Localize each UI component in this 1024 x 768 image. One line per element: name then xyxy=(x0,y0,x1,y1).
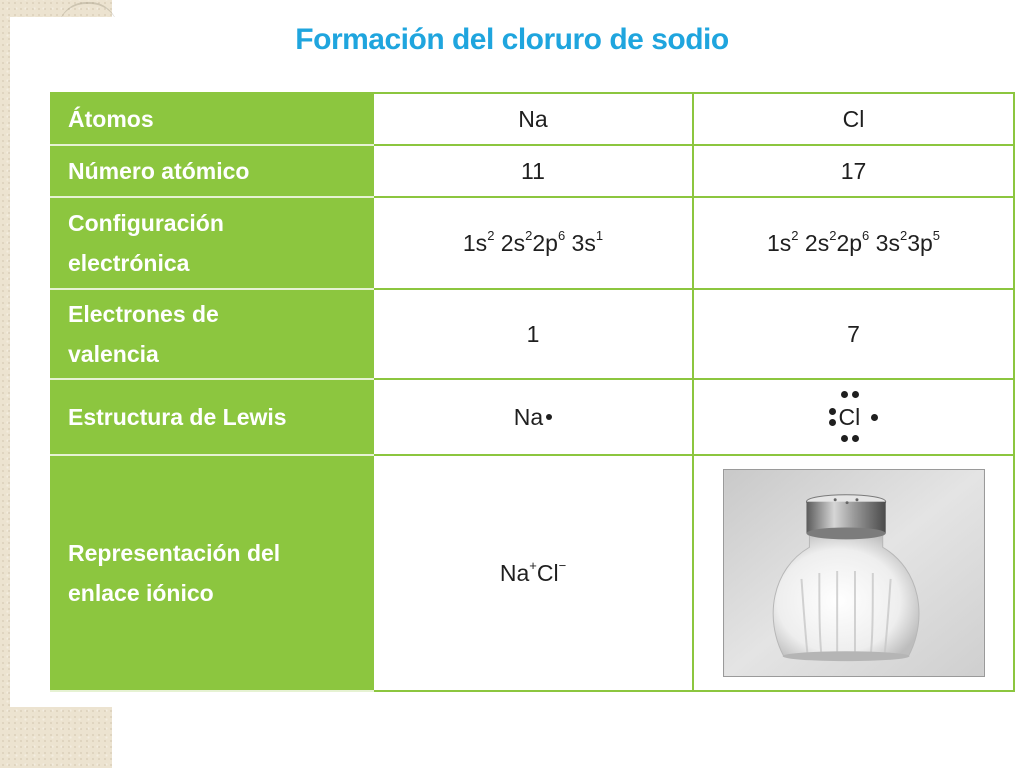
cl-electron-dot xyxy=(841,435,848,442)
cl-config-exp: 2 xyxy=(899,227,908,243)
table-row-atomos xyxy=(51,93,1014,145)
cl-config-exp: 2 xyxy=(829,227,837,243)
cell-na-lewis xyxy=(373,379,693,455)
na-config-exp: 2 xyxy=(525,227,533,243)
na-config-exp: 6 xyxy=(557,227,566,243)
cl-config-term: 3p xyxy=(907,229,933,256)
cell-cl-configuration xyxy=(693,197,1014,289)
row-header-atomos: Átomos xyxy=(51,93,373,145)
cl-electron-dot xyxy=(829,408,836,415)
na-config-exp: 2 xyxy=(487,227,495,243)
cell-cl-atom: Cl xyxy=(693,93,1014,145)
ionic-cation-charge: + xyxy=(529,557,537,573)
cl-config-term: 2s xyxy=(798,229,830,256)
page-title: Formación del cloruro de sodio xyxy=(295,23,729,56)
cell-cl-atomic-number: 17 xyxy=(693,145,1014,197)
na-config-term: 3s xyxy=(565,229,596,256)
na-lewis-symbol: Na xyxy=(513,403,544,430)
row-header-enlace-line1: Representación del xyxy=(68,540,281,566)
row-header-electrones-valencia xyxy=(51,289,373,379)
table-row-numero-atomico xyxy=(51,145,1014,197)
row-header-numero-atomico: Número atómico xyxy=(51,145,373,197)
cell-na-valence: 1 xyxy=(373,289,693,379)
table-row-lewis xyxy=(51,379,1014,455)
table-row-enlace-ionico xyxy=(51,455,1014,691)
table-row-configuracion xyxy=(51,197,1014,289)
row-header-enlace-line2: enlace iónico xyxy=(68,580,214,606)
ionic-cation: Na xyxy=(499,559,530,586)
cell-na-atom: Na xyxy=(373,93,693,145)
sodium-chloride-table xyxy=(50,92,1015,692)
cell-cl-valence: 7 xyxy=(693,289,1014,379)
cell-na-atomic-number: 11 xyxy=(373,145,693,197)
cl-config-term: 1s xyxy=(766,229,792,256)
row-header-electrones-line1: Electrones de xyxy=(68,301,219,327)
cl-config-exp: 6 xyxy=(862,227,870,243)
cell-na-configuration xyxy=(373,197,693,289)
row-header-configuracion xyxy=(51,197,373,289)
table-row-electrones-valencia xyxy=(51,289,1014,379)
cl-electron-dot xyxy=(852,435,859,442)
na-lewis-structure xyxy=(514,404,552,431)
cl-electron-dot xyxy=(852,391,859,398)
cl-electron-dot xyxy=(871,414,878,421)
na-config-term: 1s xyxy=(462,229,488,256)
cl-electron-dot xyxy=(841,391,848,398)
cl-lewis-structure xyxy=(827,389,881,445)
cell-salt-image xyxy=(693,455,1014,691)
row-header-electrones-line2: valencia xyxy=(68,341,159,367)
ionic-anion: Cl xyxy=(536,559,559,586)
na-config-term: 2p xyxy=(532,229,558,256)
cl-config-term: 3s xyxy=(869,229,900,256)
row-header-enlace-ionico xyxy=(51,455,373,691)
cl-lewis-symbol: Cl xyxy=(838,404,861,430)
row-header-configuracion-line2: electrónica xyxy=(68,250,190,276)
cell-cl-lewis xyxy=(693,379,1014,455)
cl-config-exp: 5 xyxy=(932,227,941,243)
cl-electron-dot xyxy=(829,419,836,426)
cl-config-exp: 2 xyxy=(791,227,799,243)
row-header-lewis: Estructura de Lewis xyxy=(51,379,373,455)
salt-shaker-photo xyxy=(723,469,985,677)
ionic-anion-charge: − xyxy=(558,557,567,573)
cl-config-term: 2p xyxy=(836,229,863,256)
row-header-configuracion-line1: Configuración xyxy=(68,210,224,236)
na-valence-electron-dot xyxy=(546,414,552,420)
na-config-exp: 1 xyxy=(595,227,604,243)
na-config-term: 2s xyxy=(494,229,526,256)
cell-ionic-formula xyxy=(373,455,693,691)
